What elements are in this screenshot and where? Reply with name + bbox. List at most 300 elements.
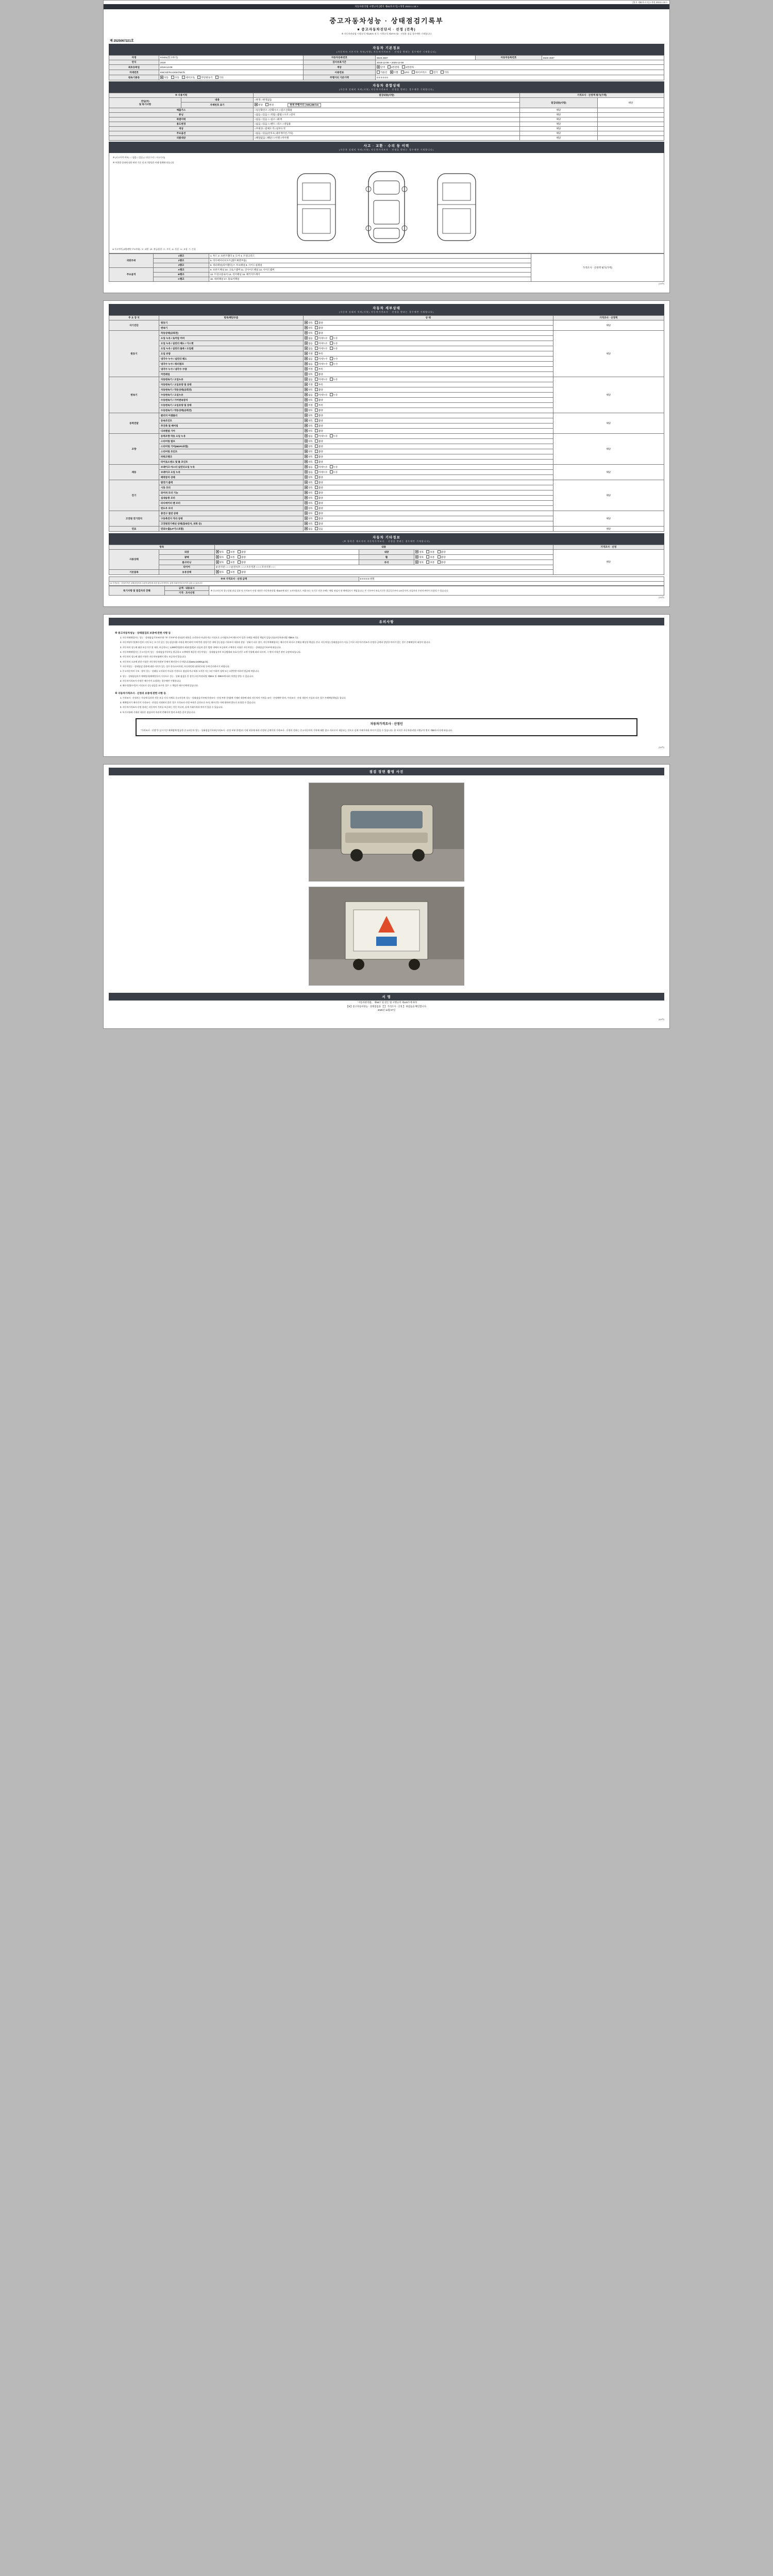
field-value-trans	[159, 75, 303, 80]
legend-code: U : 요철	[180, 248, 188, 250]
detail-item-state	[303, 454, 553, 460]
detail-group-label: 조향	[109, 434, 159, 465]
checkbox-first[interactable]: 양호	[305, 450, 313, 453]
car-side-right-icon	[428, 168, 485, 246]
checkbox-opt-1[interactable]: 불량	[315, 419, 323, 422]
checkbox-opt-1[interactable]: 불량	[315, 414, 323, 417]
field-value-regno2: 8549 3597	[542, 56, 664, 60]
checkbox-opt-2[interactable]: 누유	[330, 465, 338, 469]
checkbox-first[interactable]: 없음	[305, 342, 313, 345]
row-value-emission: □일산화탄소 □탄화수소 □질소산화물	[254, 108, 520, 113]
section-detail-title: 자동차 세부상태	[373, 307, 400, 310]
checkbox-first[interactable]: 양호	[305, 455, 313, 459]
checkbox-first[interactable]: 양호	[305, 476, 313, 479]
checkbox-fuel-diesel[interactable]: 디젤	[390, 71, 398, 74]
etc-value-glass	[414, 560, 553, 565]
checkbox-wheel-normal[interactable]: 보통	[426, 555, 434, 559]
checkbox-vinmark-changed[interactable]: 변경	[265, 103, 274, 107]
checkbox-first[interactable]: 없음	[305, 362, 313, 366]
detail-item-label: 수동변속기 / 작동상태(공회전)	[159, 408, 303, 413]
detail-item-label: 발전기 출력	[159, 480, 303, 485]
detail-item-state	[303, 413, 553, 418]
table-row	[109, 70, 664, 75]
notice-list-2	[120, 670, 658, 687]
checkbox-hold-bad[interactable]: 불량	[238, 570, 246, 574]
checkbox-opt-1[interactable]: 불량	[315, 481, 323, 484]
checkbox-opt-1[interactable]: 불량	[315, 506, 323, 510]
document-number	[109, 37, 664, 44]
table-row	[109, 254, 664, 259]
detail-item-state	[303, 320, 553, 326]
checkbox-exterior-bad[interactable]: 불량	[238, 550, 246, 554]
checkbox-hold-good[interactable]: 양호	[216, 570, 224, 574]
mileage-badge: 현재 주행거리 | 508,288 km	[288, 103, 321, 107]
checkbox-first[interactable]: 없음	[305, 336, 313, 340]
guarantee-title: 자동차가격조사 · 산정인	[370, 723, 403, 726]
page-mark-2: (2/4쪽)	[659, 597, 664, 599]
checkbox-opt-1[interactable]: 불량	[315, 496, 323, 500]
field-value-vin: KNCSZ7KA1K5476475	[159, 70, 303, 75]
notice-item: 4. 매수인(양수인)이 거짓으로 성능점검을 요구한 경우 그 책임은 매수인에게 있습니다.	[120, 684, 198, 687]
sheet-page-2	[103, 300, 670, 607]
field-value-carname: K0401(봉고바디)	[159, 56, 303, 60]
field-value-mileage-base	[375, 75, 664, 80]
detail-item-label: 오일 누유 / 로커암 커버	[159, 336, 303, 341]
checkbox-opt-1[interactable]: 불량	[315, 476, 323, 479]
detail-item-state	[303, 465, 553, 470]
field-label-firstreg: 최초등록일	[109, 65, 159, 70]
photo-rear	[309, 887, 464, 986]
checkbox-opt-2[interactable]: 누유	[330, 393, 338, 397]
checkbox-first[interactable]: 양호	[305, 522, 313, 526]
checkbox-first[interactable]: 없음	[305, 465, 313, 469]
mileage-digit: 0	[386, 76, 388, 79]
notice-item: 2. 자동차양수인(매수인)이 거짓 또는 오기가 있는 성능점검내용 사항을 확인하여 이에 반한 상당기간 내에 성능점검 기록부의 내용과 상당 · 상태가 다른 경우, 자동차매매업자는 매수인의 하자로 손해를 배상할 책임을 진다. 자동차성능상태점검자가 이를 근거로 자동차가격조사·산정한 금액과 상당한 차이가 있는 경우 손해배상의 대상이 됩니다.	[120, 641, 431, 644]
checkbox-opt-1[interactable]: 부족	[315, 403, 323, 407]
checkbox-wheel-good[interactable]: 양호	[415, 555, 424, 559]
guarantee-body: "가격조사 · 산정"은 실시기간 매매업체 발급한 중고자동차 성능 · 상태점검기록부(가격조사 · 산정 부분 한정)의 기재 내용에 따라 산정된 금액이며 가격조사 · 산정의 결과는 중고자동차의 가치에 대한 참고 자료로서 제공되는 것으로 실제 거래가격과 차이가 있을 수 있습니다. 본 서식은 자동차관리법 시행규칙 별지 제82호서식에 따릅니다.	[141, 728, 453, 732]
detail-item-state	[303, 357, 553, 362]
checkbox-color-two[interactable]: 2톤칼라	[388, 65, 399, 69]
checkbox-opt-1[interactable]: 불량	[315, 321, 323, 325]
checkbox-first[interactable]: 양호	[305, 409, 313, 412]
form-header-bar: 자동차관리법 시행규칙 [별지 제82호서식] <개정 2023.1.10.>	[104, 4, 669, 9]
checkbox-fuel-electric[interactable]: 전기	[430, 71, 438, 74]
etc-group-basic: 기본품목	[109, 570, 159, 575]
checkbox-glass-normal[interactable]: 보통	[426, 561, 434, 564]
checkbox-polish-good[interactable]: 양호	[216, 555, 224, 559]
checkbox-fuel-hybrid[interactable]: 하이브리드	[412, 71, 427, 74]
detail-item-label: 타이로드엔드 및 볼 조인트	[159, 460, 303, 465]
notice-list-3	[120, 697, 658, 714]
table-row	[109, 131, 664, 136]
checkbox-opt-1[interactable]: 미세누유	[315, 393, 328, 397]
checkbox-first[interactable]: 양호	[305, 326, 313, 330]
row-price-emission2	[597, 108, 664, 113]
checkbox-fuel-lpg[interactable]: LPG	[401, 71, 409, 74]
checkbox-trans-auto[interactable]: 자동	[160, 76, 169, 79]
checkbox-opt-1[interactable]: 부족	[315, 367, 323, 371]
checkbox-opt-2[interactable]: 누유	[330, 378, 338, 381]
detail-item-state	[303, 387, 553, 393]
checkbox-opt-2[interactable]: 누유	[330, 470, 338, 474]
checkbox-glass-good[interactable]: 양호	[415, 561, 424, 564]
row-price-colorstate2	[597, 127, 664, 131]
detail-item-label: 자동변속기 / 오일누유	[159, 377, 303, 382]
checkbox-first[interactable]: 양호	[305, 517, 313, 520]
detail-item-state	[303, 403, 553, 408]
section-etc-sub: (※ 항목은 제시자의 자동차가격조사 · 산정을 받려는 경우에만 기재합니다)	[343, 540, 430, 543]
rank-value-3: 6. 쿼터패널(리어휀더) 7. 루프패널 8. 사이드실패널	[209, 263, 531, 268]
checkbox-first[interactable]: 적정	[305, 403, 313, 407]
table-row	[109, 127, 664, 131]
document-number-value: 2525067221호	[113, 40, 134, 43]
detail-item-label: 클러치 어셈블리	[159, 413, 303, 418]
detail-item-state	[303, 475, 553, 480]
detail-item-label: 와이퍼 모터 기능	[159, 490, 303, 496]
notice-item: 7. 자동차성능 · 상태점검 결과에 대한 이의가 있는 경우 한국소비자원, 자동차민원 대국민포털 등에 문의하시기 바랍니다.	[120, 665, 230, 668]
checkbox-opt-1[interactable]: 불량	[315, 491, 323, 495]
checkbox-glass-bad[interactable]: 불량	[438, 561, 446, 564]
detail-item-state	[303, 434, 553, 439]
rank-label-c: C랭크	[154, 277, 209, 282]
legend-title: ※ 사고이력 (교환/판단 주요부위)	[112, 248, 140, 250]
checkbox-opt-1[interactable]: 미세누수	[315, 357, 328, 361]
checkbox-opt-1[interactable]: 불량	[315, 460, 323, 464]
price-title: ※※ 가격조사 · 산정 금액	[109, 577, 359, 582]
detail-item-label: 작동상태(공회전)	[159, 331, 303, 336]
checkbox-opt-2[interactable]: 누유	[330, 434, 338, 438]
row-price-tuning: 해당	[519, 113, 597, 117]
detail-item-label: 수동변속기 / 오일누유	[159, 393, 303, 398]
checkbox-first[interactable]: 양호	[305, 496, 313, 500]
table-row	[109, 56, 664, 60]
checkbox-opt-1[interactable]: 부족	[315, 352, 323, 355]
row-label-options: 주요옵션	[109, 131, 254, 136]
checkbox-interior-normal[interactable]: 보통	[426, 550, 434, 554]
checkbox-first[interactable]: 양호	[305, 486, 313, 489]
vehicle-rear-photo-icon	[309, 887, 464, 985]
checkbox-first[interactable]: 양호	[305, 439, 313, 443]
table-row	[109, 60, 664, 65]
photos-header	[109, 768, 664, 775]
row-sublabel-vinmark: 자체번호 표기	[181, 103, 254, 108]
checkbox-opt-1[interactable]: 미세누유	[315, 434, 328, 438]
field-value-color	[375, 65, 664, 70]
checkbox-trans-etc[interactable]: 기타	[215, 76, 224, 79]
checkbox-first[interactable]: 양호	[305, 398, 313, 402]
accident-note-2: ※ 부위별 상태에 대한 판단 기준 및 표기방법은 아래 범례에 따릅니다	[113, 161, 174, 164]
detail-item-state	[303, 346, 553, 351]
checkbox-first[interactable]: 없음	[305, 527, 313, 531]
checkbox-vinmark-ok[interactable]: 원상	[255, 103, 263, 107]
checkbox-opt-1[interactable]: 미세누유	[315, 336, 328, 340]
rank-value-2: 5. 라디에이터서포트(볼트체결부품)	[209, 259, 531, 263]
checkbox-opt-1[interactable]: 불량	[315, 429, 323, 433]
checkbox-first[interactable]: 없음	[305, 434, 313, 438]
checkbox-opt-1[interactable]: 불량	[315, 512, 323, 515]
etc-value-wheel	[414, 555, 553, 560]
checkbox-first[interactable]: 양호	[305, 414, 313, 417]
checkbox-opt-1[interactable]: 있음	[315, 527, 323, 531]
sheet-page-4	[103, 764, 670, 1028]
checkbox-opt-1[interactable]: 불량	[315, 331, 323, 335]
detail-group-label: 고전원 전기장치	[109, 511, 159, 527]
checkbox-trans-semi[interactable]: 세미오토	[182, 76, 195, 79]
checkbox-interior-good[interactable]: 양호	[415, 550, 424, 554]
section-accident-header	[109, 142, 664, 153]
etc-value-cleaning	[214, 560, 359, 565]
checkbox-opt-1[interactable]: 불량	[315, 424, 323, 428]
rank-value-c: 16. 대쉬패널 17. 플로어패널	[209, 277, 531, 282]
checkbox-first[interactable]: 적정	[305, 352, 313, 355]
checkbox-opt-1[interactable]: 불량	[315, 517, 323, 520]
rank-label-2: 2랭크	[154, 259, 209, 263]
checkbox-first[interactable]: 양호	[305, 372, 313, 376]
table-row	[109, 377, 664, 382]
checkbox-opt-1[interactable]: 불량	[315, 372, 323, 376]
checkbox-polish-bad[interactable]: 불량	[238, 555, 246, 559]
checkbox-opt-1[interactable]: 불량	[315, 486, 323, 489]
notice-item: 1. 자동차매매업자는 성능 · 상태점검기록부(이하 "본 기록부"라 한다)의 내용을 고지하지 아니하거나 거짓으로 고지됨으로써 매수인이 입은 손해를 배상할 책임이 있습니다(자동차관리법 제58조 등).	[120, 636, 299, 639]
form-rule-text: [별지 제82호서식] <개정 2023.1.10.>	[632, 1, 667, 4]
checkbox-first[interactable]: 양호	[305, 419, 313, 422]
etc-label-interior: 내장	[359, 550, 414, 555]
etc-info-table	[109, 545, 664, 575]
detail-item-state	[303, 341, 553, 346]
checkbox-first[interactable]: 양호	[305, 388, 313, 392]
signature-header	[109, 993, 664, 1001]
checkbox-first[interactable]: 없음	[305, 470, 313, 474]
detail-item-price: 해당	[553, 527, 664, 532]
checkbox-opt-1[interactable]: 미세누유	[315, 465, 328, 469]
checkbox-color-three[interactable]: 3톤칼라	[402, 65, 414, 69]
detail-item-state	[303, 331, 553, 336]
table-row	[109, 75, 664, 80]
detail-item-label: 구동축전지 격리 상태	[159, 516, 303, 521]
group-label-outer: 외판부위	[109, 254, 154, 268]
section-basic-sub: (자동차의 기본기록 특히(사항) 자동차가격조사 · 산정을 받려는 경우에만 기재합니다)	[337, 50, 436, 53]
checkbox-opt-2[interactable]: 누수	[330, 362, 338, 366]
price-amount	[359, 577, 664, 582]
notice-header	[109, 618, 664, 625]
remarks-table	[109, 586, 664, 596]
checkbox-exterior-good[interactable]: 양호	[216, 550, 224, 554]
etc-value-tire: 운전석전 □ □ / 운전석후 □ □ / 조수석전 □ □ / 조수석후 □ □	[214, 565, 553, 570]
checkbox-interior-bad[interactable]: 불량	[438, 550, 446, 554]
accident-parts-table	[109, 253, 664, 282]
checkbox-opt-1[interactable]: 미세누유	[315, 342, 328, 345]
checkbox-first[interactable]: 양호	[305, 501, 313, 505]
detail-item-label: 커먼레일	[159, 372, 303, 377]
checkbox-first[interactable]: 양호	[305, 445, 313, 448]
checkbox-first[interactable]: 없음	[305, 347, 313, 350]
checkbox-opt-1[interactable]: 미세누유	[315, 347, 328, 350]
checkbox-first[interactable]: 양호	[305, 331, 313, 335]
detail-item-label: 충전구 절연 상태	[159, 511, 303, 516]
table-row	[109, 108, 664, 113]
field-label-year: 연식	[109, 60, 159, 65]
checkbox-hold-normal[interactable]: 보통	[227, 570, 235, 574]
table-row	[109, 331, 664, 336]
checkbox-cleaning-bad[interactable]: 불량	[238, 561, 246, 564]
detail-item-state	[303, 398, 553, 403]
detail-item-state	[303, 367, 553, 372]
detail-item-label: 변속기	[159, 326, 303, 331]
detail-item-label: 냉각수 누수 / 실린더 헤드	[159, 357, 303, 362]
field-label-mileage-base: 주행거리 기준가액	[303, 75, 375, 80]
col-header-etc-item: 항목	[109, 545, 215, 550]
detail-item-label: 오일 유량	[159, 351, 303, 357]
checkbox-first[interactable]: 양호	[305, 424, 313, 428]
checkbox-opt-1[interactable]: 미세누수	[315, 362, 328, 366]
checkbox-first[interactable]: 없음	[305, 378, 313, 381]
checkbox-first[interactable]: 없음	[305, 357, 313, 361]
checkbox-opt-1[interactable]: 미세누유	[315, 470, 328, 474]
detail-item-label: 연료누출(LP가스포함)	[159, 527, 303, 532]
checkbox-first[interactable]: 적정	[305, 383, 313, 386]
legend-code: X : 교환	[142, 248, 149, 250]
checkbox-first[interactable]: 양호	[305, 481, 313, 484]
checkbox-trans-manual[interactable]: 수동	[171, 76, 179, 79]
rank-label-b: B랭크	[154, 273, 209, 277]
mileage-digit: 0	[380, 76, 382, 79]
checkbox-fuel-gasoline[interactable]: 가솔린	[377, 71, 387, 74]
table-row	[109, 413, 664, 418]
page-title-note: ※ 자동차관리법 시행규칙 제120조 및 동 시행규칙 제37조의2 · 선정용 점검 경우에만 기재합니다	[341, 32, 432, 35]
checkbox-cleaning-normal[interactable]: 보통	[227, 561, 235, 564]
checkbox-first[interactable]: 적정	[305, 367, 313, 371]
checkbox-opt-1[interactable]: 부족	[315, 383, 323, 386]
detail-item-state	[303, 506, 553, 511]
detail-item-price: 해당	[553, 465, 664, 480]
table-row	[109, 527, 664, 532]
section-overall-sub: (자동차 상태의 특히(사항) 자동차가격조사 · 산정을 받려는 경우에만 기재합니다)	[339, 88, 434, 91]
detail-item-price: 해당	[553, 413, 664, 434]
mileage-digit: 0	[378, 76, 380, 79]
checkbox-color-single[interactable]: 단색	[377, 65, 385, 69]
checkbox-first[interactable]: 양호	[305, 429, 313, 433]
detail-item-label: 냉각수 누수 / 워터펌프	[159, 362, 303, 367]
car-top-view-icon	[348, 168, 425, 246]
checkbox-first[interactable]: 양호	[305, 506, 313, 510]
remarks-body: ※ 중고자동차 성능상태 점검 결과 및 가격조사·산정 내용은 자동차관리법 제58조에 따른 고지사항으로, 허위 또는 오기로 인한 손해는 해당 점검자 및 매매업자가 책임집니다. 본 기록부의 유효기간은 발급일로부터 120일이며, 점검자의 주관적 판단이 포함될 수 있습니다.	[209, 586, 664, 596]
checkbox-wheel-bad[interactable]: 불량	[438, 555, 446, 559]
checkbox-opt-1[interactable]: 미세누유	[315, 378, 328, 381]
rank-value-a: 9. 프론트패널 10. 크로스멤버 11. 인사이드패널 12. 사이드멤버	[209, 268, 531, 273]
checkbox-first[interactable]: 양호	[305, 491, 313, 495]
detail-item-state	[303, 470, 553, 475]
checkbox-opt-2[interactable]: 누유	[330, 347, 338, 350]
checkbox-opt-1[interactable]: 불량	[315, 445, 323, 448]
checkbox-opt-1[interactable]: 불량	[315, 439, 323, 443]
checkbox-opt-1[interactable]: 불량	[315, 455, 323, 459]
row-value-options: □없음 □있음(선루프,내비게이션,기타)	[254, 131, 520, 136]
detail-item-state	[303, 326, 553, 331]
col-header-price: 가격조사 · 산정액 평가(가액)	[519, 93, 664, 98]
row-label-colorstate: 색상	[109, 127, 254, 131]
notice-item: 1. 가격조사 · 산정자는 사실에 입각한 전문 보증 지식 자체로 중고자동차 성능 · 상태점검기록부(가격조사 · 산정 부분 한정)에 기재된 내용에 따라 자동차의 가격을 조사 · 산정해야 하며, 가격조사 · 산정 내용이 사실과 다른 경우 손해배상책임을 집니다.	[120, 696, 346, 699]
detail-group-label: 제동	[109, 465, 159, 480]
detail-item-label: 실내송풍 모터	[159, 496, 303, 501]
section-detail-sub: (자동차 상태의 특히(사항) 자동차가격조사 · 산정을 받려는 경우에만 기재합니다)	[339, 311, 434, 313]
checkbox-first[interactable]: 양호	[305, 512, 313, 515]
section-etc-header	[109, 533, 664, 545]
field-label-inspection: 검사유효기간	[303, 60, 375, 65]
detail-item-state	[303, 516, 553, 521]
detail-item-state	[303, 501, 553, 506]
checkbox-opt-2[interactable]: 누수	[330, 357, 338, 361]
row-label-recall: 리콜대상	[109, 136, 254, 141]
table-row	[109, 480, 664, 485]
checkbox-trans-cvt[interactable]: 무단변속기	[197, 76, 212, 79]
price-note: ※ 가격조사 · 산정가격은 상태점검자의 주관적 판단에 의한 참고가격이며, 실제 거래가격과 차이가 있을 수 있습니다	[109, 582, 664, 586]
detail-item-label: 수동변속기 / 기어변속장치	[159, 398, 303, 403]
detail-item-label: 윈도우 모터	[159, 506, 303, 511]
checkbox-first[interactable]: 양호	[305, 460, 313, 464]
section-etc-title: 자동차 기타정보	[373, 536, 400, 539]
checkbox-opt-1[interactable]: 불량	[315, 409, 323, 412]
price-digit: 0	[364, 578, 365, 580]
title-block	[109, 12, 664, 37]
checkbox-first[interactable]: 양호	[305, 321, 313, 325]
detail-item-state	[303, 382, 553, 387]
etc-value-interior	[414, 550, 553, 555]
row-value-special: □없음 □있음 / □침수 □화재	[254, 117, 520, 122]
detail-item-label: 오일 누유 / 실린더 헤드 / 가스켓	[159, 341, 303, 346]
detail-item-label: 냉각수 누수 / 냉각수 수량	[159, 367, 303, 372]
mileage-digit: 0	[376, 76, 378, 79]
etc-group-usage: 사용상태	[109, 550, 159, 570]
signature-body	[109, 1001, 664, 1017]
detail-item-state	[303, 351, 553, 357]
field-value-year: 2019	[159, 60, 303, 65]
checkbox-cleaning-good[interactable]: 양호	[216, 561, 224, 564]
detail-item-state	[303, 460, 553, 465]
checkbox-exterior-normal[interactable]: 보통	[227, 550, 235, 554]
legend-code: C : 부식	[163, 248, 171, 250]
checkbox-polish-normal[interactable]: 보통	[227, 555, 235, 559]
etc-label-cleaning: 룸크리닝	[159, 560, 214, 565]
row-label-tuning: 튜닝	[109, 113, 254, 117]
checkbox-opt-1[interactable]: 불량	[315, 450, 323, 453]
etc-value-exterior	[214, 550, 359, 555]
detail-state-table	[109, 315, 664, 532]
etc-price-value: 해당	[553, 550, 664, 575]
notice-item: 3. 자동차의 성능에 대한 보증기간 및 내용, 보증한도는 1,000만원(원의 최대 범위)로 다음과 같은 범위 내에서 보증하며 구체적인 사항은 자동차성능 · 상태점검기록부에 따릅니다.	[120, 646, 281, 649]
detail-item-label: 스티어링 기어(MDPS포함)	[159, 444, 303, 449]
detail-item-price: 해당	[553, 511, 664, 527]
checkbox-opt-1[interactable]: 불량	[315, 398, 323, 402]
signature-title: 서 명	[382, 995, 391, 999]
checkbox-first[interactable]: 없음	[305, 393, 313, 397]
col-header-usage: ※ 사용이력	[109, 93, 254, 98]
checkbox-opt-1[interactable]: 불량	[315, 388, 323, 392]
checkbox-opt-2[interactable]: 누유	[330, 336, 338, 340]
checkbox-opt-2[interactable]: 누유	[330, 342, 338, 345]
car-diagram	[111, 165, 662, 247]
mileage-digit: 0	[384, 76, 386, 79]
row-price-usechange: 해당	[519, 122, 597, 127]
etc-label-wheel: 휠	[359, 555, 414, 560]
detail-item-price: 해당	[553, 331, 664, 377]
detail-item-state	[303, 429, 553, 434]
checkbox-fuel-etc[interactable]: 기타	[441, 71, 449, 74]
col-header-item: 항목/해당부품	[159, 316, 303, 320]
checkbox-opt-1[interactable]: 불량	[315, 326, 323, 330]
checkbox-opt-1[interactable]: 불량	[315, 501, 323, 505]
checkbox-opt-1[interactable]: 불량	[315, 522, 323, 526]
